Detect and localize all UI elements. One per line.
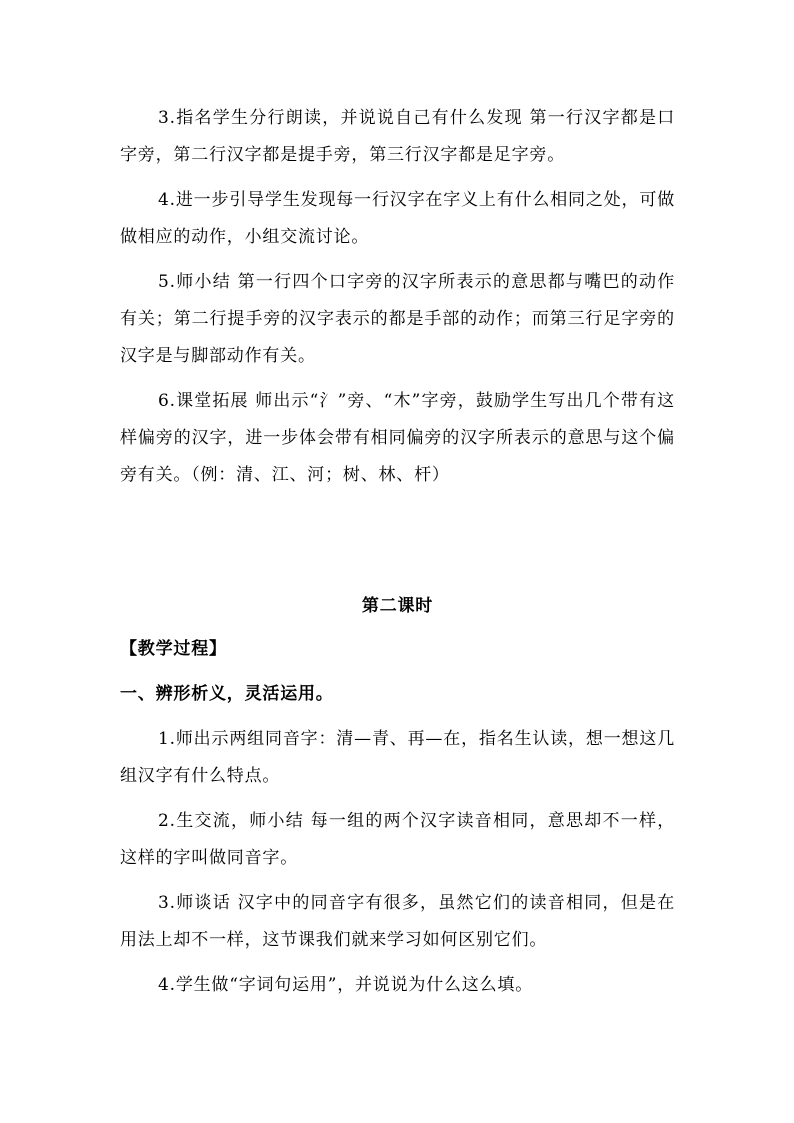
document-content — [120, 100, 675, 1004]
part-heading: 一、辨形析义，灵活运用。 — [120, 684, 334, 704]
process-heading: 【教学过程】 — [120, 639, 227, 659]
section-spacer — [120, 502, 675, 588]
paragraph-lesson2-step-1: 1.师出示两组同音字：清—青、再—在，指名生认读，想一想这几组汉字有什么特点。 — [120, 729, 675, 786]
paragraph-step-5: 5.师小结 第一行四个口字旁的汉字所表示的意思都与嘴巴的动作有关；第二行提手旁的汉字表示的都是手部的动作；而第三行足字旁的汉字是与脚部动作有关。 — [120, 272, 675, 366]
paragraph-step-6: 6.课堂拓展 师出示“氵”旁、“木”字旁，鼓励学生写出几个带有这样偏旁的汉字，进一步体会带有相同偏旁的汉字所表示的意思与这个偏旁有关。（例：清、江、河；树、林、杆） — [120, 391, 675, 485]
paragraph-lesson2-step-4: 4.学生做“字词句运用”，并说说为什么这么填。 — [158, 975, 534, 995]
paragraph-step-4: 4.进一步引导学生发现每一行汉字在字义上有什么相同之处，可做做相应的动作，小组交流讨论。 — [120, 190, 675, 247]
paragraph-lesson2-step-2: 2.生交流，师小结 每一组的两个汉字读音相同，意思却不一样，这样的字叫做同音字。 — [120, 811, 675, 868]
paragraph-step-3: 3.指名学生分行朗读，并说说自己有什么发现 第一行汉字都是口字旁，第二行汉字都是提手旁，第三行汉字都是足字旁。 — [120, 108, 675, 165]
lesson-title: 第二课时 — [361, 596, 434, 616]
paragraph-lesson2-step-3: 3.师谈话 汉字中的同音字有很多，虽然它们的读音相同，但是在用法上却不一样，这节课我们就来学习如何区别它们。 — [120, 893, 675, 950]
